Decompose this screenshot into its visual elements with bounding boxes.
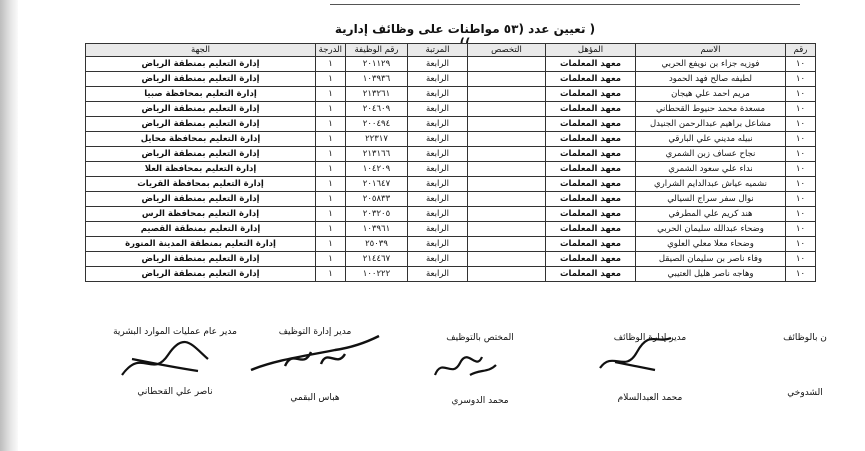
cell-id: ١٠ [786, 132, 816, 147]
cell-name: مشاعل براهيم عبدالرحمن الجنيدل [636, 117, 786, 132]
cell-entity: إدارة التعليم بمنطقة المدينة المنورة [86, 237, 316, 252]
header-rule [330, 4, 800, 5]
cell-specialty [468, 57, 546, 72]
cell-entity: إدارة التعليم بمنطقة الرياض [86, 72, 316, 87]
table-row [86, 147, 816, 162]
cell-id: ١٠ [786, 87, 816, 102]
cell-entity: إدارة التعليم بمنطقة القصيم [86, 222, 316, 237]
table-row [86, 132, 816, 147]
page-edge-shadow [0, 0, 18, 451]
cell-id: ١٠ [786, 102, 816, 117]
col-header-id: رقم [786, 44, 816, 57]
cell-job-number: ١٠٣٩٦١ [346, 222, 408, 237]
cell-entity: إدارة التعليم بمنطقة الرياض [86, 102, 316, 117]
cell-qualification: معهد المعلمات [546, 132, 636, 147]
cell-specialty [468, 72, 546, 87]
cell-entity: إدارة التعليم بمنطقة الرياض [86, 147, 316, 162]
cell-name: نشميه عياش عبدالدايم الشراري [636, 177, 786, 192]
cell-qualification: معهد المعلمات [546, 207, 636, 222]
cell-grade: ١ [316, 267, 346, 282]
table-row [86, 237, 816, 252]
cell-grade: ١ [316, 252, 346, 267]
cell-name: مريم احمد علي هيجان [636, 87, 786, 102]
cell-entity: إدارة التعليم بمحافظة صبيا [86, 87, 316, 102]
cell-job-number: ١٠٣٩٣٦ [346, 72, 408, 87]
signatory-name: هباس البقمي [290, 393, 340, 403]
cell-rank: الرابعة [408, 87, 468, 102]
cell-name: نوال سفر سراج السيالي [636, 192, 786, 207]
cell-rank: الرابعة [408, 267, 468, 282]
signature-block [745, 333, 865, 343]
cell-grade: ١ [316, 57, 346, 72]
cell-grade: ١ [316, 222, 346, 237]
cell-rank: الرابعة [408, 117, 468, 132]
cell-qualification: معهد المعلمات [546, 117, 636, 132]
cell-rank: الرابعة [408, 192, 468, 207]
cell-entity: إدارة التعليم بمنطقة الرياض [86, 57, 316, 72]
table-header-row [86, 44, 816, 57]
signatory-name: محمد العبدالسلام [617, 393, 683, 403]
cell-job-number: ٢٠١١٢٩ [346, 57, 408, 72]
cell-specialty [468, 192, 546, 207]
cell-rank: الرابعة [408, 162, 468, 177]
cell-qualification: معهد المعلمات [546, 237, 636, 252]
cell-specialty [468, 162, 546, 177]
appointments-table [85, 43, 816, 282]
cell-specialty [468, 267, 546, 282]
cell-rank: الرابعة [408, 102, 468, 117]
cell-qualification: معهد المعلمات [546, 177, 636, 192]
cell-rank: الرابعة [408, 147, 468, 162]
cell-grade: ١ [316, 132, 346, 147]
cell-name: نداء علي سعود الشمري [636, 162, 786, 177]
cell-qualification: معهد المعلمات [546, 162, 636, 177]
cell-qualification: معهد المعلمات [546, 192, 636, 207]
cell-qualification: معهد المعلمات [546, 252, 636, 267]
signature-title: مدير عام عمليات الموارد البشرية [113, 327, 237, 337]
cell-name: هند كريم علي المطرفي [636, 207, 786, 222]
cell-qualification: معهد المعلمات [546, 57, 636, 72]
signature-title: المختص بالتوظيف [446, 333, 514, 343]
cell-qualification: معهد المعلمات [546, 222, 636, 237]
cell-entity: إدارة التعليم بمحافظة القريات [86, 177, 316, 192]
cell-job-number: ١٠٠٢٢٢ [346, 267, 408, 282]
signature-block [425, 333, 535, 343]
cell-job-number: ٢٠٠٤٩٤ [346, 117, 408, 132]
table-row [86, 252, 816, 267]
table-row [86, 102, 816, 117]
cell-specialty [468, 87, 546, 102]
cell-job-number: ١٠٤٢٠٩ [346, 162, 408, 177]
cell-job-number: ٢٢٣١٧ [346, 132, 408, 147]
cell-rank: الرابعة [408, 222, 468, 237]
cell-entity: إدارة التعليم بمنطقة الرياض [86, 267, 316, 282]
signature-title: مدير إدارة التوظيف [278, 327, 352, 337]
cell-specialty [468, 252, 546, 267]
cell-grade: ١ [316, 87, 346, 102]
cell-specialty [468, 177, 546, 192]
cell-grade: ١ [316, 162, 346, 177]
col-header-grade: الدرجة [316, 44, 346, 57]
table-row [86, 207, 816, 222]
signatory-name: ناصر علي القحطاني [137, 387, 213, 397]
cell-rank: الرابعة [408, 237, 468, 252]
cell-job-number: ٢٥٠٣٩ [346, 237, 408, 252]
signature-scribble-1 [595, 330, 675, 380]
cell-entity: إدارة التعليم بمنطقة الرياض [86, 192, 316, 207]
cell-entity: إدارة التعليم بمحافظة محايل [86, 132, 316, 147]
cell-entity: إدارة التعليم بمنطقة الرياض [86, 252, 316, 267]
col-header-qualification: المؤهل [546, 44, 636, 57]
cell-id: ١٠ [786, 252, 816, 267]
cell-grade: ١ [316, 207, 346, 222]
cell-job-number: ٢١٣٢٦١ [346, 87, 408, 102]
signatory-name: محمد الدوسري [451, 396, 509, 406]
cell-name: وضحاء معلا معلي العلوي [636, 237, 786, 252]
signature-title: ن بالوظائف [783, 333, 827, 343]
cell-grade: ١ [316, 117, 346, 132]
cell-grade: ١ [316, 147, 346, 162]
cell-id: ١٠ [786, 57, 816, 72]
table-row [86, 57, 816, 72]
cell-id: ١٠ [786, 222, 816, 237]
cell-rank: الرابعة [408, 132, 468, 147]
cell-job-number: ٢٠٥٨٣٣ [346, 192, 408, 207]
cell-grade: ١ [316, 237, 346, 252]
cell-id: ١٠ [786, 237, 816, 252]
cell-specialty [468, 207, 546, 222]
cell-job-number: ٢١٤٤٦٧ [346, 252, 408, 267]
cell-specialty [468, 237, 546, 252]
cell-entity: إدارة التعليم بمنطقة الرياض [86, 117, 316, 132]
table-row [86, 162, 816, 177]
cell-name: مسعدة محمد حنيوط القحطاني [636, 102, 786, 117]
signature-scribble-3 [245, 330, 385, 378]
cell-rank: الرابعة [408, 57, 468, 72]
cell-id: ١٠ [786, 192, 816, 207]
cell-rank: الرابعة [408, 72, 468, 87]
col-header-rank: المرتبة [408, 44, 468, 57]
cell-entity: إدارة التعليم بمحافظة الرس [86, 207, 316, 222]
cell-grade: ١ [316, 72, 346, 87]
cell-qualification: معهد المعلمات [546, 147, 636, 162]
cell-id: ١٠ [786, 162, 816, 177]
cell-name: نبيله مديني علي البارقي [636, 132, 786, 147]
table-row [86, 87, 816, 102]
cell-job-number: ٢٠٤٦٠٩ [346, 102, 408, 117]
col-header-name: الاسم [636, 44, 786, 57]
signature-scribble-4 [112, 335, 212, 385]
cell-rank: الرابعة [408, 177, 468, 192]
table-row [86, 72, 816, 87]
cell-rank: الرابعة [408, 207, 468, 222]
cell-specialty [468, 102, 546, 117]
cell-rank: الرابعة [408, 252, 468, 267]
cell-name: وهاجه ناصر هليل العتيبي [636, 267, 786, 282]
cell-specialty [468, 147, 546, 162]
cell-qualification: معهد المعلمات [546, 87, 636, 102]
cell-id: ١٠ [786, 207, 816, 222]
cell-job-number: ٢٠١٦٤٧ [346, 177, 408, 192]
cell-entity: إدارة التعليم بمحافظة العلا [86, 162, 316, 177]
col-header-entity: الجهة [86, 44, 316, 57]
signatory-name: الشدوخي [787, 388, 823, 398]
cell-qualification: معهد المعلمات [546, 72, 636, 87]
cell-job-number: ٢٠٣٢٠٥ [346, 207, 408, 222]
cell-name: نجاح عساف زبن الشمري [636, 147, 786, 162]
cell-id: ١٠ [786, 267, 816, 282]
cell-id: ١٠ [786, 177, 816, 192]
cell-name: لطيفه صالح فهد الحمود [636, 72, 786, 87]
col-header-specialty: التخصص [468, 44, 546, 57]
cell-specialty [468, 117, 546, 132]
cell-id: ١٠ [786, 72, 816, 87]
signature-title: مدير إدارة الوظائف [613, 333, 687, 343]
cell-grade: ١ [316, 177, 346, 192]
cell-qualification: معهد المعلمات [546, 102, 636, 117]
table-row [86, 192, 816, 207]
table-row [86, 222, 816, 237]
cell-specialty [468, 222, 546, 237]
cell-grade: ١ [316, 192, 346, 207]
col-header-job-number: رقم الوظيفة [346, 44, 408, 57]
cell-qualification: معهد المعلمات [546, 267, 636, 282]
table-row [86, 117, 816, 132]
table-row [86, 267, 816, 282]
table-row [86, 177, 816, 192]
cell-specialty [468, 132, 546, 147]
cell-grade: ١ [316, 102, 346, 117]
cell-id: ١٠ [786, 147, 816, 162]
signature-scribble-2 [430, 345, 500, 385]
cell-id: ١٠ [786, 117, 816, 132]
cell-name: فوزيه جزاء بن نويفع الحربي [636, 57, 786, 72]
cell-job-number: ٢١٣١٦٦ [346, 147, 408, 162]
document-title: ( تعيين عدد (٥٣ مواطنات على وظائف إدارية [334, 22, 596, 36]
cell-name: وضحاء عبدالله سليمان الحربي [636, 222, 786, 237]
cell-name: وفاء ناصر بن سليمان الصيقل [636, 252, 786, 267]
